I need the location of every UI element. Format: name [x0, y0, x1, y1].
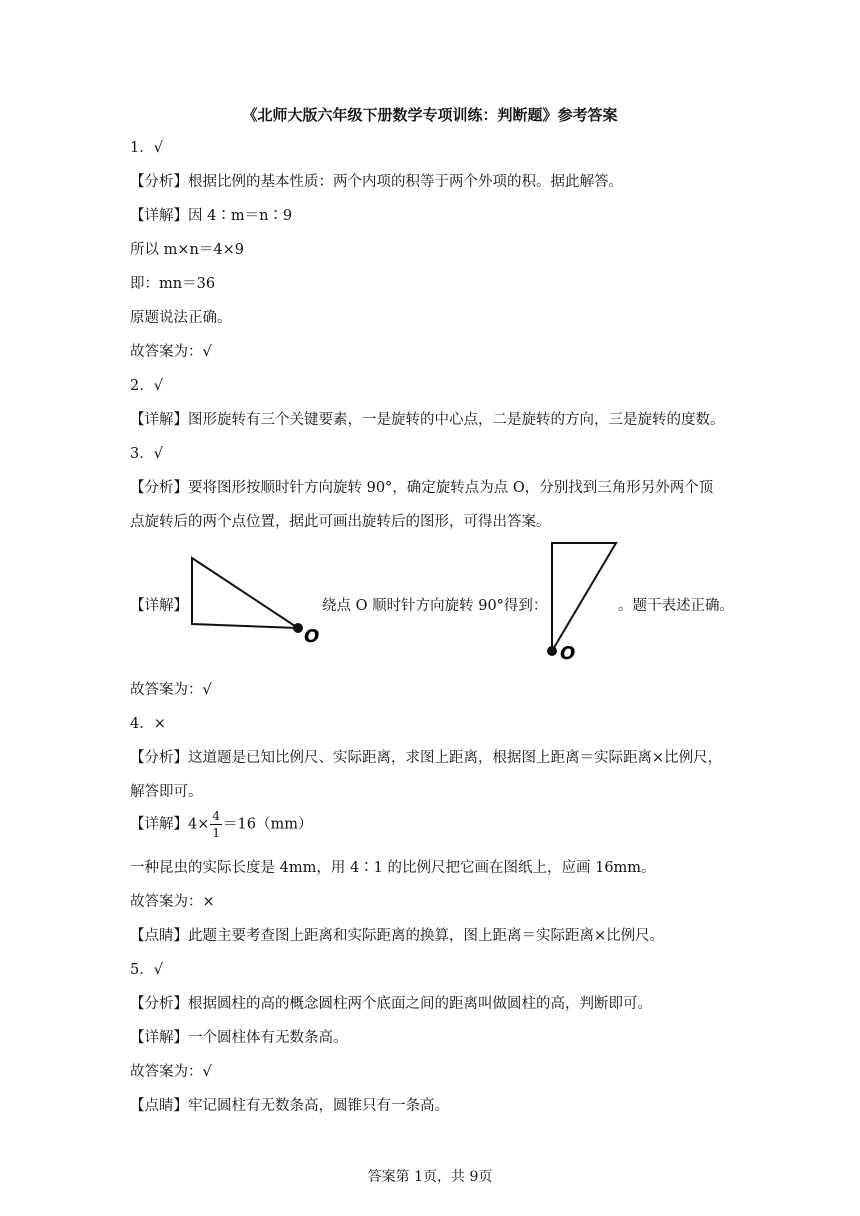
q4-analysis-line-1: 【分析】这道题是已知比例尺、实际距离，求图上距离，根据图上距离＝实际距离×比例尺，: [130, 750, 723, 766]
q3-answer: 故答案为：√: [130, 682, 212, 698]
q3-number: 3．√: [130, 446, 163, 462]
q3-analysis-line-1: 【分析】要将图形按顺时针方向旋转 90°，确定旋转点为点 O，分别找到三角形另外两个顶: [130, 480, 714, 496]
original-triangle-figure: [186, 552, 326, 648]
q3-detail-label: 【详解】: [130, 598, 188, 614]
q3-detail-suffix: 。题干表述正确。: [618, 598, 734, 614]
q5-number: 5．√: [130, 962, 163, 978]
rotated-triangle-figure: [540, 536, 630, 664]
q2-detail: 【详解】图形旋转有三个关键要素，一是旋转的中心点，二是旋转的方向，三是旋转的度数。: [130, 412, 725, 428]
q1-step-2: 即：mn＝36: [130, 276, 216, 292]
q5-answer: 故答案为：√: [130, 1064, 212, 1080]
q5-detail: 【详解】一个圆柱体有无数条高。: [130, 1030, 348, 1046]
q4-detail-prefix: 【详解】4×: [130, 816, 210, 833]
q1-analysis: 【分析】根据比例的基本性质：两个内项的积等于两个外项的积。据此解答。: [130, 174, 623, 190]
q4-comment: 【点睛】此题主要考查图上距离和实际距离的换算，图上距离＝实际距离×比例尺。: [130, 928, 665, 944]
page-footer: 答案第 1页，共 9页: [367, 1169, 493, 1185]
q5-comment: 【点睛】牢记圆柱有无数条高，圆锥只有一条高。: [130, 1098, 449, 1114]
q1-number: 1．√: [130, 140, 163, 156]
q3-detail-middle: 绕点 O 顺时针方向旋转 90°得到：: [322, 598, 548, 614]
q4-explanation: 一种昆虫的实际长度是 4mm，用 4∶1 的比例尺把它画在图纸上，应画 16mm。: [130, 860, 656, 876]
q1-conclusion: 原题说法正确。: [130, 310, 232, 326]
q2-number: 2．√: [130, 378, 163, 394]
q4-number: 4．×: [130, 716, 166, 732]
fraction: [210, 808, 222, 841]
q5-analysis: 【分析】根据圆柱的高的概念圆柱两个底面之间的距离叫做圆柱的高，判断即可。: [130, 996, 652, 1012]
q3-analysis-line-2: 点旋转后的两个点位置，据此可画出旋转后的图形，可得出答案。: [130, 514, 551, 530]
q4-detail-result: ＝16（mm）: [223, 816, 313, 833]
q1-step-1: 所以 m×n＝4×9: [130, 242, 244, 258]
point-o-label-rotated: O: [560, 643, 576, 664]
q1-detail: 【详解】因 4∶m＝n∶9: [130, 208, 293, 224]
original-triangle: [192, 558, 298, 628]
q1-answer: 故答案为：√: [130, 344, 212, 360]
fraction-denominator: 1: [212, 826, 221, 840]
rotation-center-point-rotated: [547, 646, 557, 656]
point-o-label: O: [304, 626, 320, 647]
rotation-center-point: [293, 623, 303, 633]
q4-answer: 故答案为：×: [130, 894, 215, 910]
fraction-numerator: 4: [212, 809, 221, 823]
page-title: 《北师大版六年级下册数学专项训练：判断题》参考答案: [242, 106, 618, 124]
q4-analysis-line-2: 解答即可。: [130, 784, 203, 800]
rotated-triangle: [552, 543, 616, 651]
q4-detail: [130, 808, 312, 841]
